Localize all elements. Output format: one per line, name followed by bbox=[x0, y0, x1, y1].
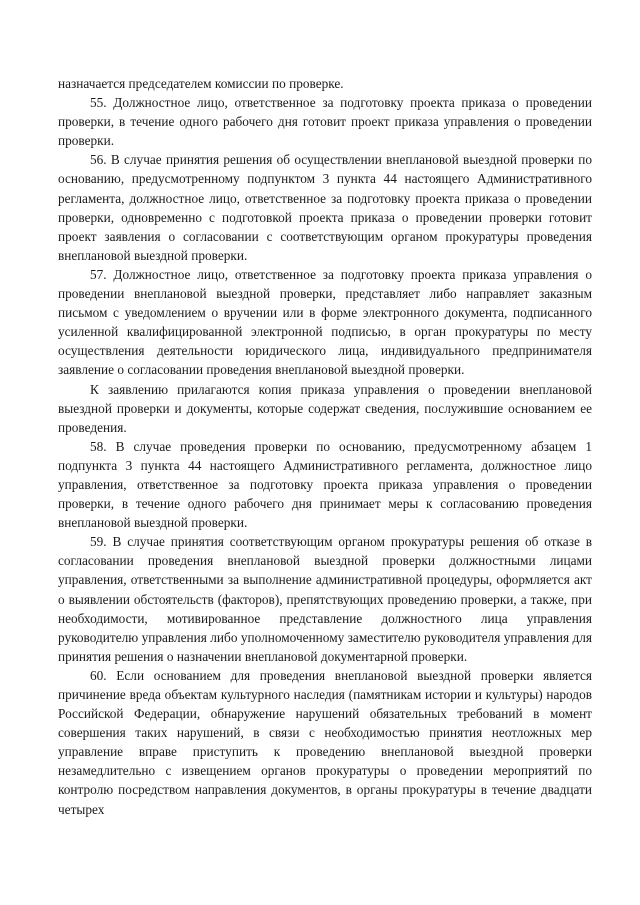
paragraph-57-attachment: К заявлению прилагаются копия приказа управления о проведении внеплановой выездной проверки и документы, которые содержат сведения, послужившие основанием ее проведения. bbox=[58, 381, 592, 435]
paragraph-59: 59. В случае принятия соответствующим органом прокуратуры решения об отказе в согласовании проведения внеплановой выездной проверки должностными лицами управления, ответственными за выполнение административной процедуры, оформляется акт о выявлении обстоятельств (факторов), препятствующих проведению проверки, а также, при необходимости, мотивированное представление должностного лица управления руководителю управления либо уполномоченному заместителю руководителя управления для принятия решения о назначении внеплановой документарной проверки. bbox=[58, 534, 592, 664]
paragraph-58: 58. В случае проведения проверки по основанию, предусмотренному абзацем 1 подпункта 3 пункта 44 настоящего Административного регламента, должностное лицо управления, ответственное за подготовку проекта приказа управления о проведении проверки, в течение одного рабочего дня принимает меры к согласованию проведения внеплановой выездной проверки. bbox=[58, 438, 592, 531]
paragraph-56: 56. В случае принятия решения об осуществлении внеплановой выездной проверки по основанию, предусмотренному подпунктом 3 пункта 44 настоящего Административного регламента, должностное лицо, ответственное за подготовку проекта приказа о проведении проверки, одновременно с подготовкой проекта приказа о проведении проверки готовит проект заявления о согласовании с соответствующим органом прокуратуры проведения внеплановой выездной проверки. bbox=[58, 152, 592, 263]
paragraph-57: 57. Должностное лицо, ответственное за подготовку проекта приказа управления о проведении внеплановой выездной проверки, представляет либо направляет заказным письмом с уведомлением о вручении или в форме электронного документа, подписанного усиленной квалифицированной электронной подписью, в орган прокуратуры по месту осуществления деятельности юридического лица, индивидуального предпринимателя заявление о согласовании проведения внеплановой выездной проверки. bbox=[58, 266, 592, 378]
document-page bbox=[58, 74, 592, 819]
paragraph-55: 55. Должностное лицо, ответственное за подготовку проекта приказа о проведении проверки, в течение одного рабочего дня готовит проект приказа управления о проведении проверки. bbox=[58, 95, 592, 149]
paragraph-continuation: назначается председателем комиссии по проверке. bbox=[58, 76, 344, 91]
paragraph-60: 60. Если основанием для проведения внеплановой выездной проверки является причинение вреда объектам культурного наследия (памятникам истории и культуры) народов Российской Федерации, обнаружение нарушений обязательных требований в момент совершения таких нарушений, в связи с необходимостью принятия неотложных мер управление вправе приступить к проведению внеплановой выездной проверки незамедлительно с извещением органов прокуратуры о проведении мероприятий по контролю посредством направления документов, в органы прокуратуры в течение двадцати четырех bbox=[58, 667, 592, 817]
